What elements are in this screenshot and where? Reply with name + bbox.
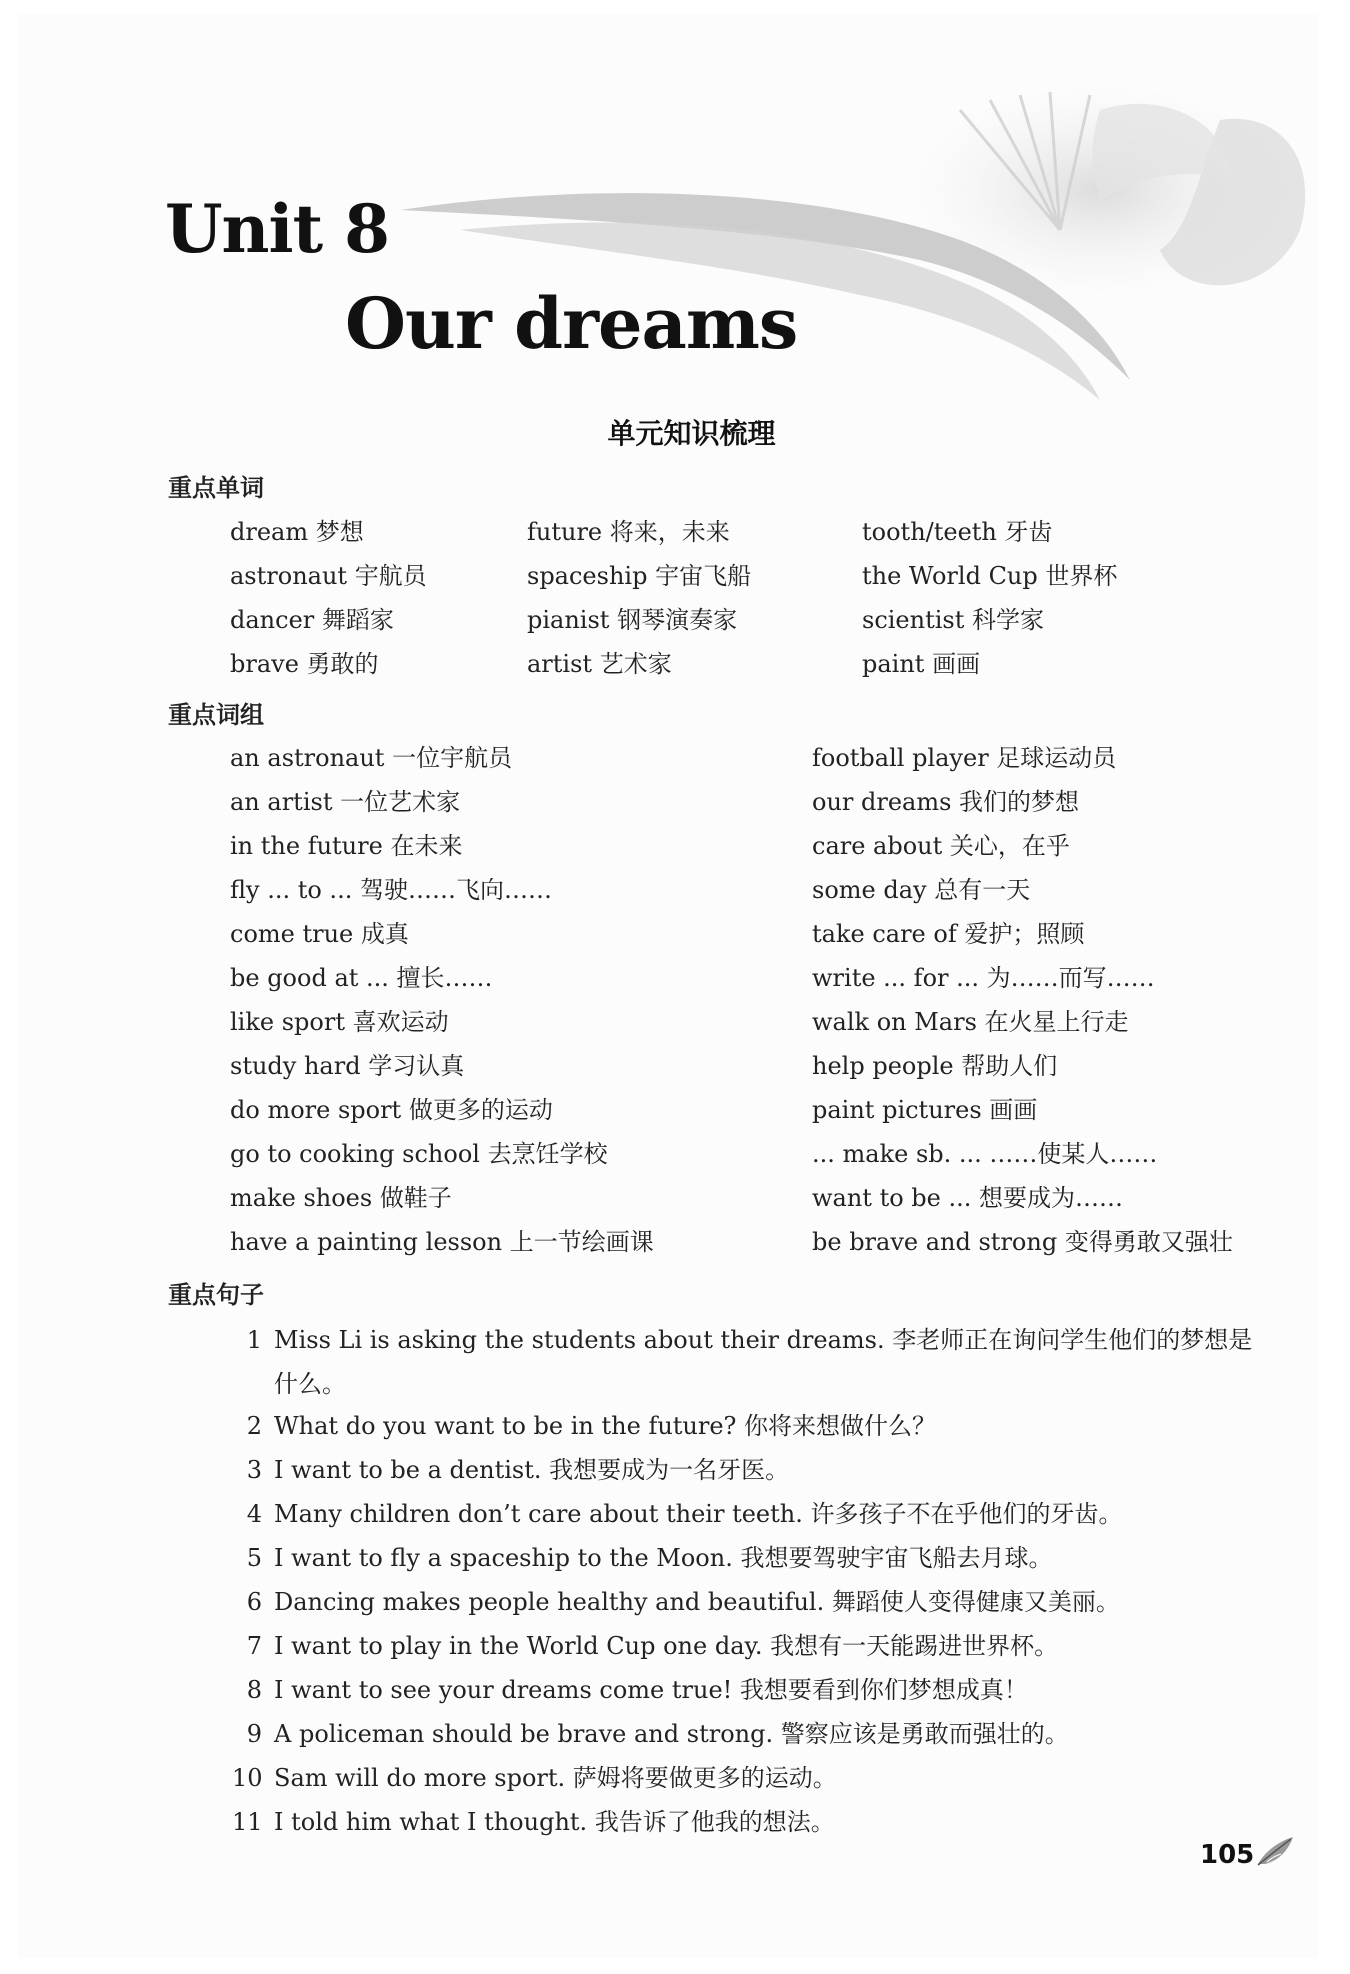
sentence-text: Sam will do more sport. 萨姆将要做更多的运动。 — [274, 1764, 837, 1792]
section-title: 单元知识梳理 — [607, 417, 776, 450]
sentence-item — [232, 1675, 1028, 1705]
unit-subtitle: Our dreams — [345, 282, 798, 365]
sentence-item — [232, 1719, 1069, 1749]
phrase-item: take care of 爱护；照顾 — [812, 920, 1085, 948]
phrase-item: come true 成真 — [230, 920, 409, 948]
sentence-text: I want to see your dreams come true! 我想要看到你们梦想成真！ — [274, 1676, 1028, 1704]
sentence-number: 4 — [246, 1500, 262, 1528]
phrase-item: fly ... to ... 驾驶……飞向…… — [230, 876, 552, 904]
word-item: artist 艺术家 — [527, 650, 672, 678]
word-item: dancer 舞蹈家 — [230, 606, 394, 634]
phrase-item: help people 帮助人们 — [812, 1052, 1058, 1080]
phrase-item: our dreams 我们的梦想 — [812, 788, 1080, 816]
sentence-item — [232, 1763, 837, 1793]
word-item: future 将来，未来 — [527, 518, 730, 546]
sentence-number: 6 — [246, 1588, 262, 1616]
phrase-item: do more sport 做更多的运动 — [230, 1096, 553, 1124]
sentence-number: 7 — [246, 1632, 262, 1660]
phrase-item: ... make sb. ... ……使某人…… — [812, 1140, 1158, 1168]
sentence-item — [232, 1499, 1122, 1529]
unit-title: Unit 8 — [165, 190, 390, 268]
word-item: paint 画画 — [862, 650, 981, 678]
sentence-item — [232, 1411, 936, 1441]
sentence-item — [232, 1318, 1264, 1406]
sentence-text: Dancing makes people healthy and beautiful. 舞蹈使人变得健康又美丽。 — [274, 1588, 1120, 1616]
phrase-item: like sport 喜欢运动 — [230, 1008, 449, 1036]
key-sentences-heading: 重点句子 — [168, 1281, 264, 1309]
phrase-item: make shoes 做鞋子 — [230, 1184, 452, 1212]
sentence-text: What do you want to be in the future? 你将来想做什么？ — [274, 1412, 937, 1440]
sentence-number: 5 — [246, 1544, 262, 1572]
sentence-item — [232, 1587, 1120, 1617]
sentence-text: I want to fly a spaceship to the Moon. 我想要驾驶宇宙飞船去月球。 — [274, 1544, 1053, 1572]
word-item: brave 勇敢的 — [230, 650, 379, 678]
sentence-text: Many children don’t care about their teeth. 许多孩子不在乎他们的牙齿。 — [274, 1500, 1123, 1528]
phrase-item: be good at ... 擅长…… — [230, 964, 493, 992]
key-words-heading: 重点单词 — [168, 474, 264, 502]
sentence-number: 2 — [246, 1412, 262, 1440]
sentence-item — [232, 1631, 1058, 1661]
key-phrases-heading: 重点词组 — [168, 701, 264, 729]
phrase-item: paint pictures 画画 — [812, 1096, 1038, 1124]
phrase-item: be brave and strong 变得勇敢又强壮 — [812, 1228, 1233, 1256]
phrase-item: football player 足球运动员 — [812, 744, 1117, 772]
phrase-item: go to cooking school 去烹饪学校 — [230, 1140, 608, 1168]
sentence-item — [232, 1543, 1052, 1573]
phrase-item: an artist 一位艺术家 — [230, 788, 461, 816]
leaf-icon — [1255, 1834, 1295, 1868]
phrase-item: some day 总有一天 — [812, 876, 1031, 904]
phrase-item: have a painting lesson 上一节绘画课 — [230, 1228, 654, 1256]
phrase-item: an astronaut 一位宇航员 — [230, 744, 513, 772]
sentence-text: I want to be a dentist. 我想要成为一名牙医。 — [274, 1456, 790, 1484]
sentence-number: 8 — [246, 1676, 262, 1704]
page-number: 105 — [1200, 1840, 1255, 1870]
sentence-item — [232, 1455, 789, 1485]
word-item: pianist 钢琴演奏家 — [527, 606, 738, 634]
word-item: astronaut 宇航员 — [230, 562, 427, 590]
sentence-number: 10 — [232, 1764, 263, 1792]
phrase-item: care about 关心，在乎 — [812, 832, 1070, 860]
phrase-item: write ... for ... 为……而写…… — [812, 964, 1155, 992]
sentence-number: 9 — [246, 1720, 262, 1748]
sentence-number: 11 — [232, 1808, 263, 1836]
phrase-item: study hard 学习认真 — [230, 1052, 465, 1080]
word-item: tooth/teeth 牙齿 — [862, 518, 1053, 546]
sentence-number: 3 — [246, 1456, 262, 1484]
word-item: the World Cup 世界杯 — [862, 562, 1118, 590]
sentence-item — [232, 1807, 835, 1837]
sentence-text: A policeman should be brave and strong. 警察应该是勇敢而强壮的。 — [274, 1720, 1069, 1748]
phrase-item: want to be ... 想要成为…… — [812, 1184, 1124, 1212]
word-item: dream 梦想 — [230, 518, 364, 546]
sentence-number: 1 — [246, 1326, 262, 1354]
phrase-item: walk on Mars 在火星上行走 — [812, 1008, 1129, 1036]
sentence-text: I want to play in the World Cup one day. 我想有一天能踢进世界杯。 — [274, 1632, 1059, 1660]
word-item: spaceship 宇宙飞船 — [527, 562, 752, 590]
sentence-text: I told him what I thought. 我告诉了他我的想法。 — [274, 1808, 835, 1836]
sentence-text: Miss Li is asking the students about their dreams. 李老师正在询问学生他们的梦想是什么。 — [274, 1326, 1253, 1398]
word-item: scientist 科学家 — [862, 606, 1045, 634]
phrase-item: in the future 在未来 — [230, 832, 463, 860]
